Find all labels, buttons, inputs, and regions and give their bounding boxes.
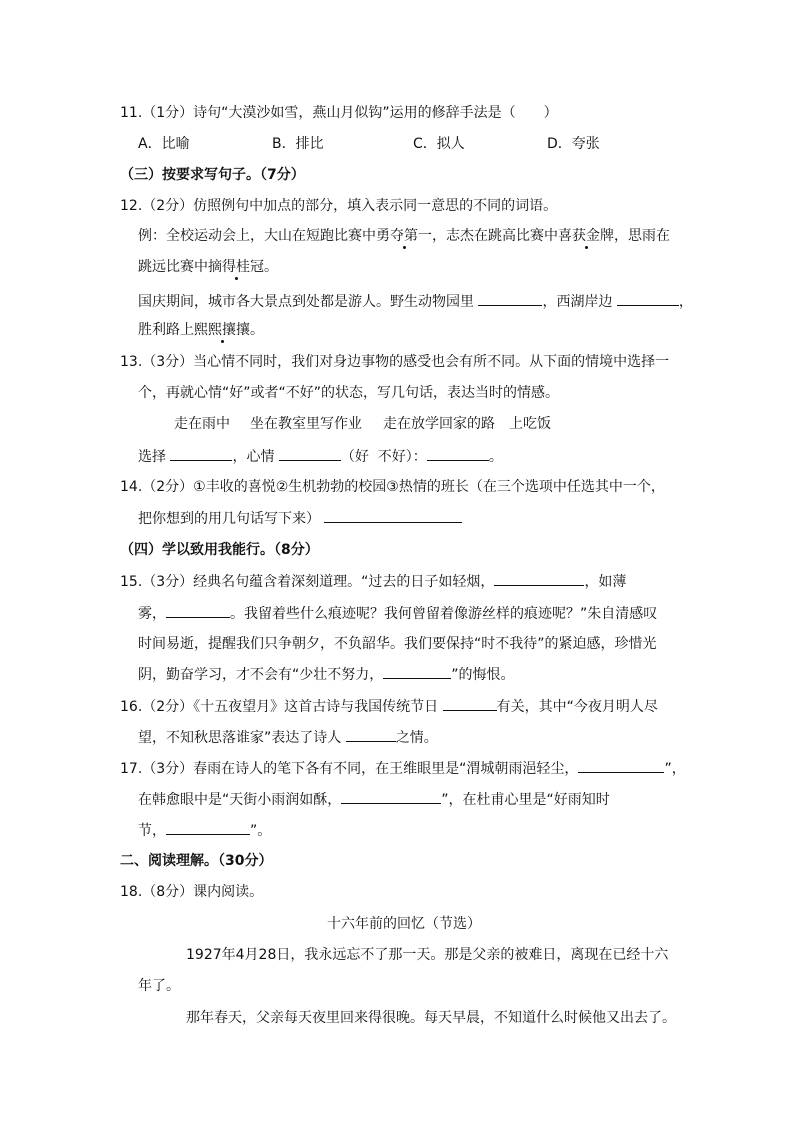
answer-blank[interactable] [279, 446, 341, 461]
q13-scenario-4: 上吃饭 [509, 416, 551, 432]
q16-line-2: 望，不知秋思落谁家”表达了诗人 之情。 [138, 727, 438, 748]
q12-task-line-1: 国庆期间，城市各大景点到处都是游人。野生动物园里 ，西湖岸边 ， [138, 291, 693, 312]
answer-blank[interactable] [341, 789, 441, 804]
q11-option-a: A．比喻 [138, 136, 190, 152]
q12-example-line-1: 例：全校运动会上，大山在短跑比赛中勇夺第一，志杰在跳高比赛中喜获金牌，思雨在 [138, 228, 670, 244]
q12-text: 12.（2分）仿照例句中加点的部分，填入表示同一意思的不同的词语。 [120, 198, 558, 214]
answer-blank[interactable] [478, 291, 542, 306]
section-reading-heading: 二、阅读理解。（30分） [120, 853, 273, 869]
answer-blank[interactable] [346, 727, 396, 742]
q17-line-3: 节， ”。 [138, 820, 271, 841]
q11-option-c: C．拟人 [413, 136, 465, 152]
passage-para-1-line-2: 年了。 [138, 978, 180, 994]
q13-answer-line: 选择 ，心情 （好 不好）： 。 [138, 446, 503, 467]
q14-line-1: 14.（2分）①丰收的喜悦②生机勃勃的校园③热情的班长（在三个选项中任选其中一个， [120, 479, 665, 495]
answer-blank[interactable] [383, 664, 451, 679]
q17-line-2: 在韩愈眼中是“天街小雨润如酥， ”，在杜甫心里是“好雨知时 [138, 789, 610, 810]
answer-blank[interactable] [427, 446, 489, 461]
answer-blank[interactable] [617, 291, 679, 306]
answer-blank[interactable] [578, 758, 664, 773]
answer-blank[interactable] [324, 508, 462, 523]
q13-scenario-2: 坐在教室里写作业 [250, 416, 362, 432]
passage-para-2: 那年春天，父亲每天夜里回来得很晚。每天早晨，不知道什么时候他又出去了。 [186, 1010, 676, 1026]
q12-example-line-2: 跳远比赛中摘得桂冠。 [138, 259, 278, 275]
q13-scenario-1: 走在雨中 [174, 416, 230, 432]
q11-option-d: D．夸张 [547, 136, 600, 152]
answer-blank[interactable] [170, 446, 232, 461]
answer-blank[interactable] [494, 571, 584, 586]
q11-option-b: B．排比 [272, 136, 324, 152]
section-4-heading: （四）学以致用我能行。（8分） [120, 542, 319, 558]
section-3-heading: （三）按要求写句子。（7分） [120, 167, 305, 183]
passage-title: 十六年前的回忆（节选） [327, 916, 481, 932]
emphasis-dots: 喜获金牌 [558, 228, 614, 244]
emphasis-dots: 熙熙攘攘 [194, 322, 250, 338]
q18-text: 18.（8分）课内阅读。 [120, 884, 264, 900]
q11-text: 11.（1分）诗句“大漠沙如雪，燕山月似钩”运用的修辞手法是（ ） [120, 105, 558, 121]
answer-blank[interactable] [166, 603, 230, 618]
emphasis-dots: 摘得桂冠 [208, 259, 264, 275]
answer-blank[interactable] [166, 820, 250, 835]
passage-para-1-line-1: 1927年4月28日，我永远忘不了那一天。那是父亲的被难日，离现在已经十六 [186, 947, 669, 963]
q15-line-2: 雾， 。我留着些什么痕迹呢？我何曾留着像游丝样的痕迹呢？”朱自清感叹 [138, 603, 657, 624]
q13-line-1: 13.（3分）当心情不同时，我们对身边事物的感受也会有所不同。从下面的情境中选择一 [120, 354, 670, 370]
q16-line-1: 16.（2分）《十五夜望月》这首古诗与我国传统节日 有关，其中“今夜月明人尽 [120, 696, 658, 717]
answer-blank[interactable] [443, 696, 497, 711]
q15-line-4: 阴，勤奋学习，才不会有“少壮不努力， ”的悔恨。 [138, 664, 515, 685]
q14-line-2: 把你想到的用几句话写下来） [138, 508, 462, 529]
q17-line-1: 17.（3分）春雨在诗人的笔下各有不同，在王维眼里是“渭城朝雨浥轻尘， ”， [120, 758, 686, 779]
q15-line-1: 15.（3分）经典名句蕴含着深刻道理。“过去的日子如轻烟， ，如薄 [120, 571, 626, 592]
q13-scenario-3: 走在放学回家的路 [383, 416, 495, 432]
emphasis-dots: 勇夺第一 [376, 228, 432, 244]
q12-task-line-2: 胜利路上熙熙攘攘。 [138, 322, 264, 338]
q15-line-3: 时间易逝，提醒我们只争朝夕，不负韶华。我们要保持“时不我待”的紧迫感，珍惜光 [138, 636, 657, 652]
q13-line-2: 个，再就心情“好”或者“不好”的状态，写几句话，表达当时的情感。 [138, 385, 560, 401]
